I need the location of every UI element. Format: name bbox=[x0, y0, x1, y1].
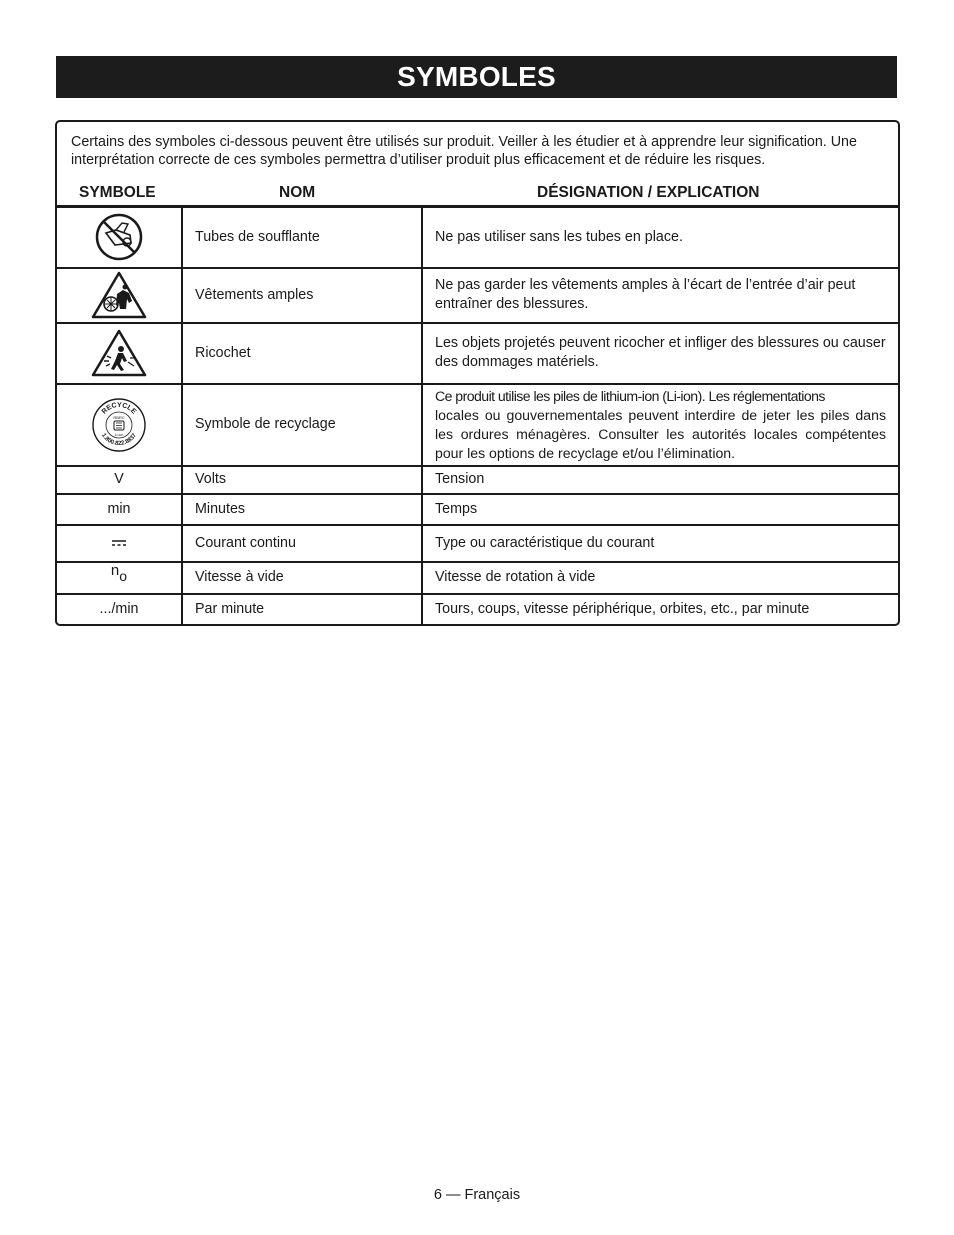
symbol-cell bbox=[57, 384, 182, 466]
intro-text: Certains des symboles ci-dessous peuvent être utilisés sur produit. Veiller à les étudier et à apprendre leur signification. Une interprétation correcte de ces symboles permettra d’utiliser produit plus efficacement et de réduire les risques. bbox=[71, 134, 857, 168]
table-row bbox=[57, 562, 898, 594]
name-cell: Volts bbox=[182, 466, 422, 494]
explanation-cell: Temps bbox=[422, 494, 898, 525]
table-row bbox=[57, 207, 898, 268]
page-title-text: SYMBOLES bbox=[397, 61, 556, 92]
symbol-cell bbox=[57, 207, 182, 268]
table-row bbox=[57, 494, 898, 525]
name-cell: Vêtements amples bbox=[182, 268, 422, 323]
rbrc-recycle-seal-icon bbox=[91, 397, 147, 453]
symbol-cell bbox=[57, 525, 182, 562]
symbol-cell bbox=[57, 562, 182, 594]
svg-text:Li-ion: Li-ion bbox=[114, 432, 124, 437]
name-cell: Par minute bbox=[182, 594, 422, 625]
explanation-cell: Ne pas utiliser sans les tubes en place. bbox=[422, 207, 898, 268]
header-explanation: DÉSIGNATION / EXPLICATION bbox=[537, 184, 760, 201]
symbol-cell: min bbox=[57, 494, 182, 525]
explanation-rest: locales ou gouvernementales peuvent interdire de jeter les piles dans les ordures ménagères. Consulter les autorités locales compétentes pour les options de recyclage et/ou l’élimination. bbox=[435, 406, 886, 461]
explanation-cell: Ne pas garder les vêtements amples à l’écart de l’entrée d’air peut entraîner des blessures. bbox=[422, 268, 898, 323]
table-row bbox=[57, 594, 898, 625]
table-row bbox=[57, 384, 898, 466]
name-cell: Vitesse à vide bbox=[182, 562, 422, 594]
explanation-cell: Vitesse de rotation à vide bbox=[422, 562, 898, 594]
name-cell: Tubes de soufflante bbox=[182, 207, 422, 268]
table-row bbox=[57, 323, 898, 384]
name-cell: Symbole de recyclage bbox=[182, 384, 422, 466]
name-cell: Courant continu bbox=[182, 525, 422, 562]
svg-text:RECYCLE: RECYCLE bbox=[100, 401, 138, 416]
symbol-cell: V bbox=[57, 466, 182, 494]
table-row bbox=[57, 466, 898, 494]
page-title bbox=[56, 56, 897, 98]
explanation-cell bbox=[422, 384, 898, 466]
explanation-cell: Tours, coups, vitesse périphérique, orbites, etc., par minute bbox=[422, 594, 898, 625]
explanation-first-line: Ce produit utilise les piles de lithium-ion (Li-ion). Les réglementations bbox=[435, 387, 825, 404]
explanation-cell: Tension bbox=[422, 466, 898, 494]
table-row bbox=[57, 525, 898, 562]
direct-current-icon bbox=[111, 539, 127, 547]
ricochet-warning-icon bbox=[90, 328, 148, 378]
name-cell: Ricochet bbox=[182, 323, 422, 384]
symbols-table bbox=[57, 205, 898, 625]
explanation-cell: Les objets projetés peuvent ricocher et infliger des blessures ou causer des dommages matériels. bbox=[422, 323, 898, 384]
symbol-cell bbox=[57, 268, 182, 323]
header-name: NOM bbox=[279, 184, 316, 201]
svg-text:RBRC: RBRC bbox=[113, 414, 125, 420]
symbol-cell bbox=[57, 323, 182, 384]
page-footer: 6 — Français bbox=[433, 1187, 521, 1203]
no-blower-tubes-prohibition-icon bbox=[94, 212, 144, 262]
name-cell: Minutes bbox=[182, 494, 422, 525]
symbols-panel bbox=[55, 120, 900, 626]
loose-clothing-warning-icon bbox=[90, 270, 148, 320]
svg-text:1.800.822.8837: 1.800.822.8837 bbox=[99, 432, 139, 447]
header-symbol: SYMBOLE bbox=[79, 184, 156, 201]
no-load-speed-symbol: $n_o$ bbox=[110, 562, 128, 584]
table-row bbox=[57, 268, 898, 323]
symbol-cell: .../min bbox=[57, 594, 182, 625]
explanation-cell: Type ou caractéristique du courant bbox=[422, 525, 898, 562]
